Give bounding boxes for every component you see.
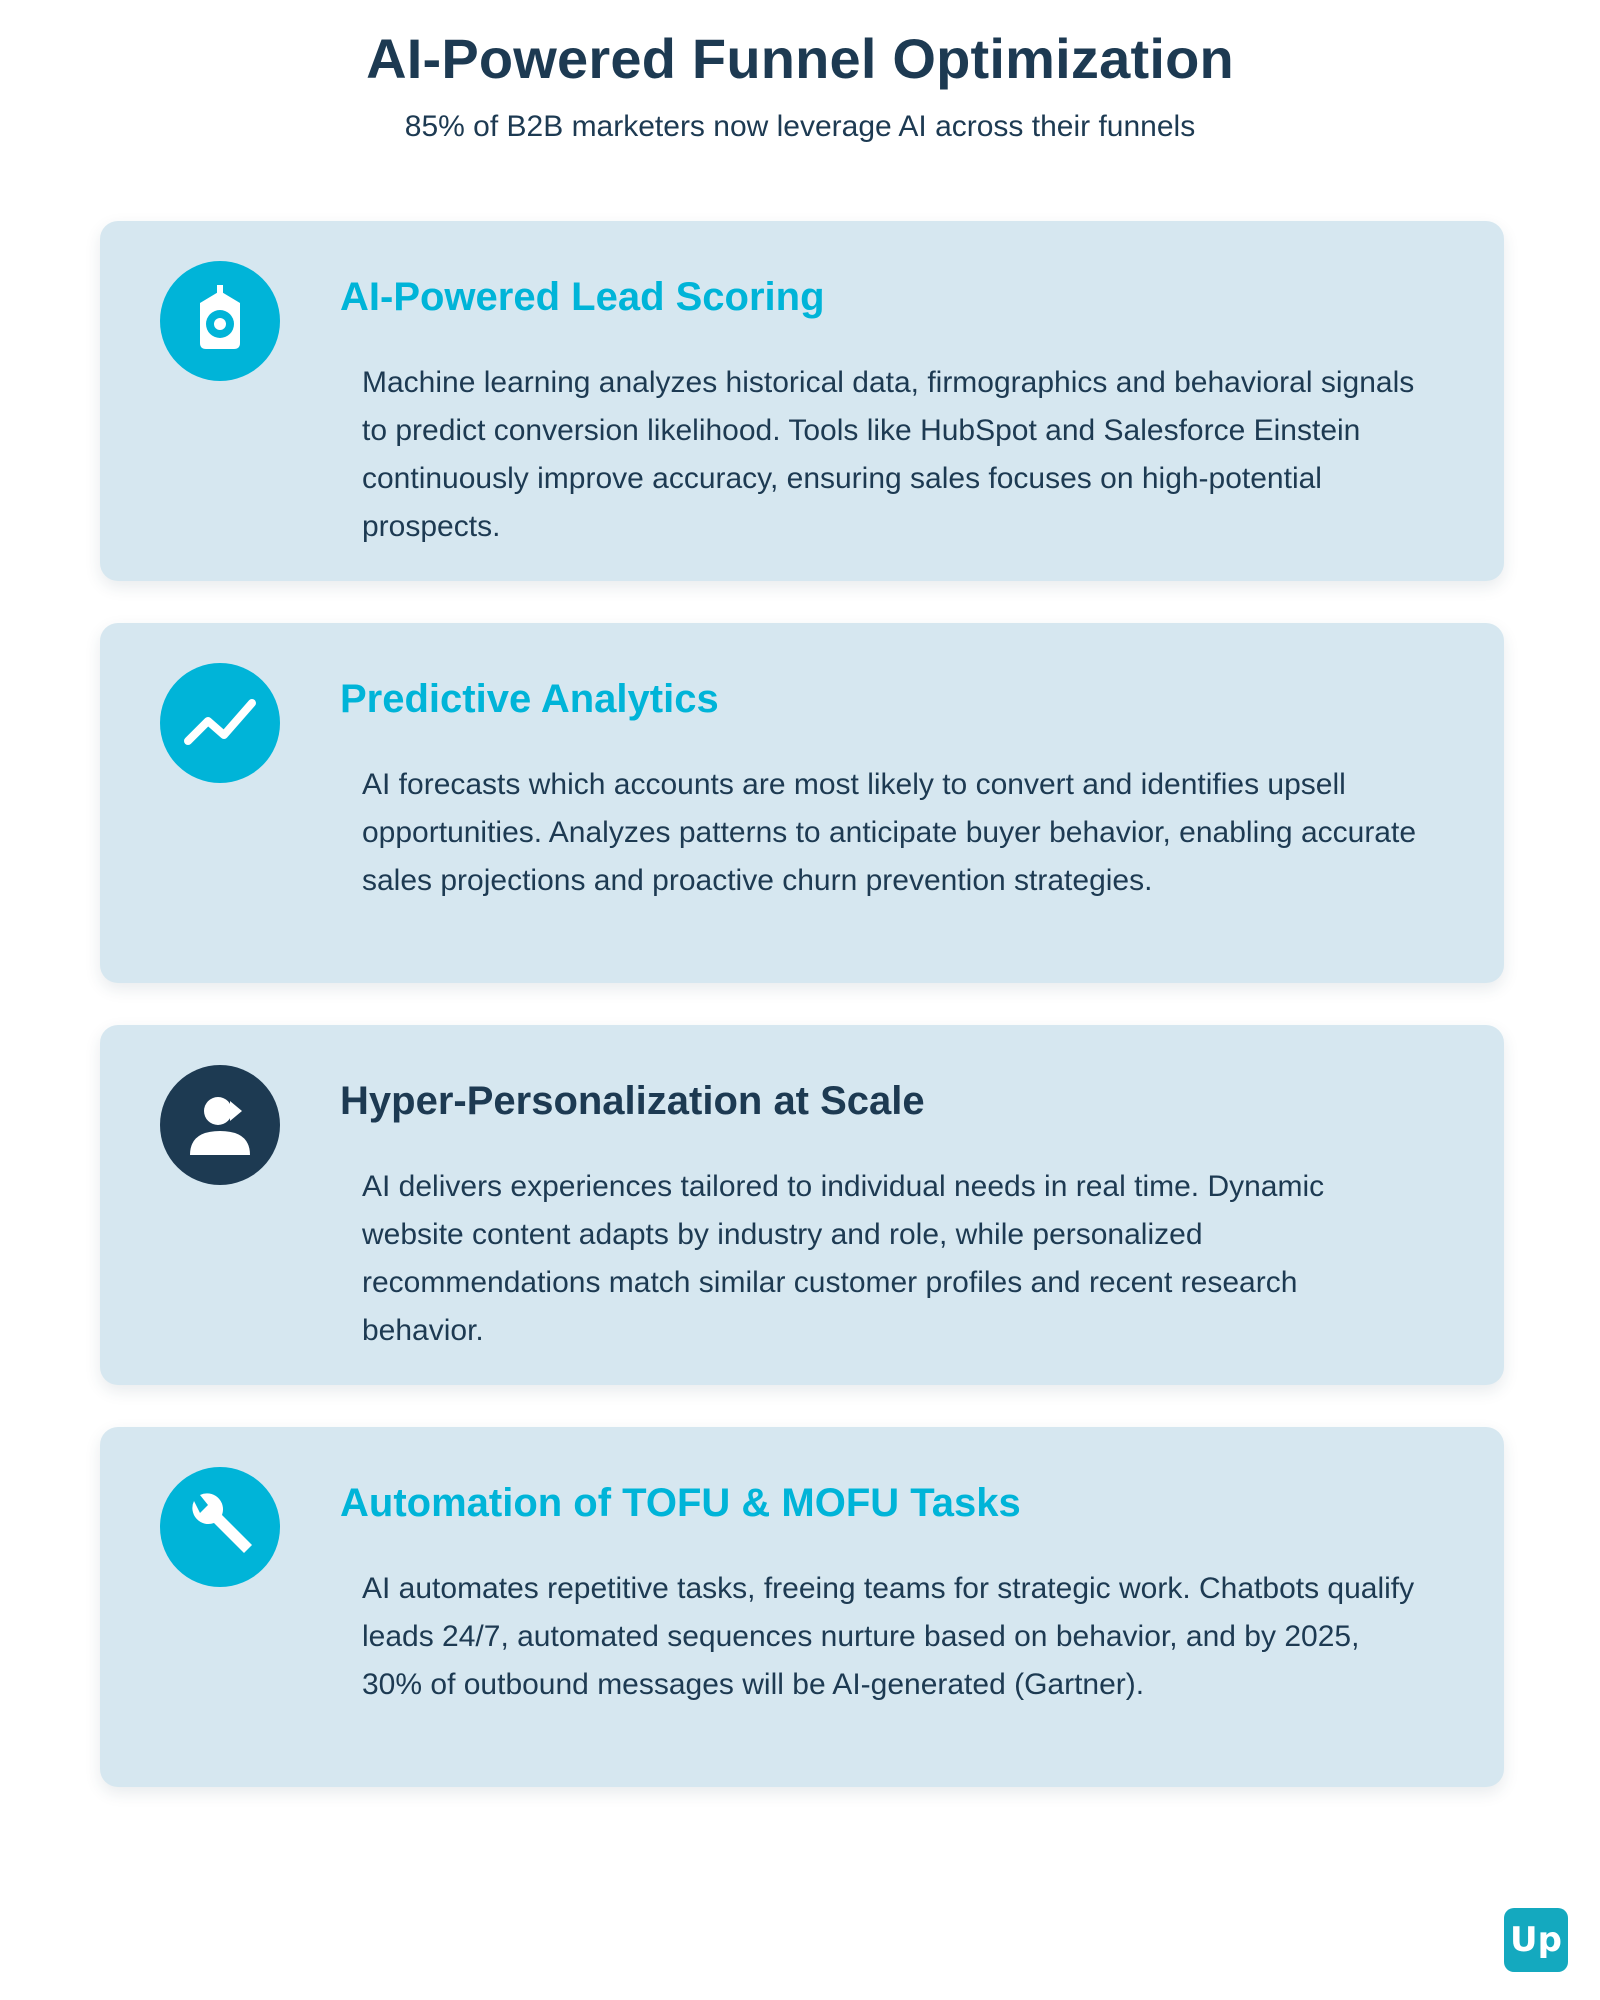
camera-icon bbox=[160, 261, 280, 381]
feature-card-automation bbox=[100, 1427, 1504, 1787]
wrench-icon bbox=[160, 1467, 280, 1587]
user-arrow-icon bbox=[160, 1065, 280, 1185]
card-title: Automation of TOFU & MOFU Tasks bbox=[340, 1481, 1021, 1525]
page-title: AI-Powered Funnel Optimization bbox=[366, 27, 1234, 90]
card-body: Machine learning analyzes historical data, firmographics and behavioral signals to predict conversion likelihood. Tools like HubSpot and Salesforce Einstein continuously improve accuracy, ensuring sales focuses on high-potential prospects. bbox=[362, 366, 1415, 543]
card-title: Hyper-Personalization at Scale bbox=[340, 1079, 925, 1123]
page-subtitle: 85% of B2B marketers now leverage AI across their funnels bbox=[404, 110, 1196, 143]
card-title: AI-Powered Lead Scoring bbox=[340, 275, 825, 319]
trending-up-icon bbox=[160, 663, 280, 783]
brand-logo-text: Up bbox=[1510, 1920, 1562, 1960]
feature-card-lead-scoring bbox=[100, 221, 1504, 581]
feature-card-predictive-analytics bbox=[100, 623, 1504, 983]
card-title: Predictive Analytics bbox=[340, 677, 719, 721]
feature-card-hyper-personalization bbox=[100, 1025, 1504, 1385]
brand-logo-badge bbox=[1504, 1908, 1568, 1972]
card-body: AI delivers experiences tailored to individual needs in real time. Dynamic website content adapts by industry and role, while personalized recommendations match similar customer profiles and recent research behavior. bbox=[362, 1170, 1325, 1347]
card-body: AI forecasts which accounts are most likely to convert and identifies upsell opportunities. Analyzes patterns to anticipate buyer behavior, enabling accurate sales projections and proactive churn prevention strategies. bbox=[362, 768, 1417, 897]
card-body: AI automates repetitive tasks, freeing teams for strategic work. Chatbots qualify leads 24/7, automated sequences nurture based on behavior, and by 2025, 30% of outbound messages will be AI-generated (Gartner). bbox=[362, 1572, 1415, 1701]
